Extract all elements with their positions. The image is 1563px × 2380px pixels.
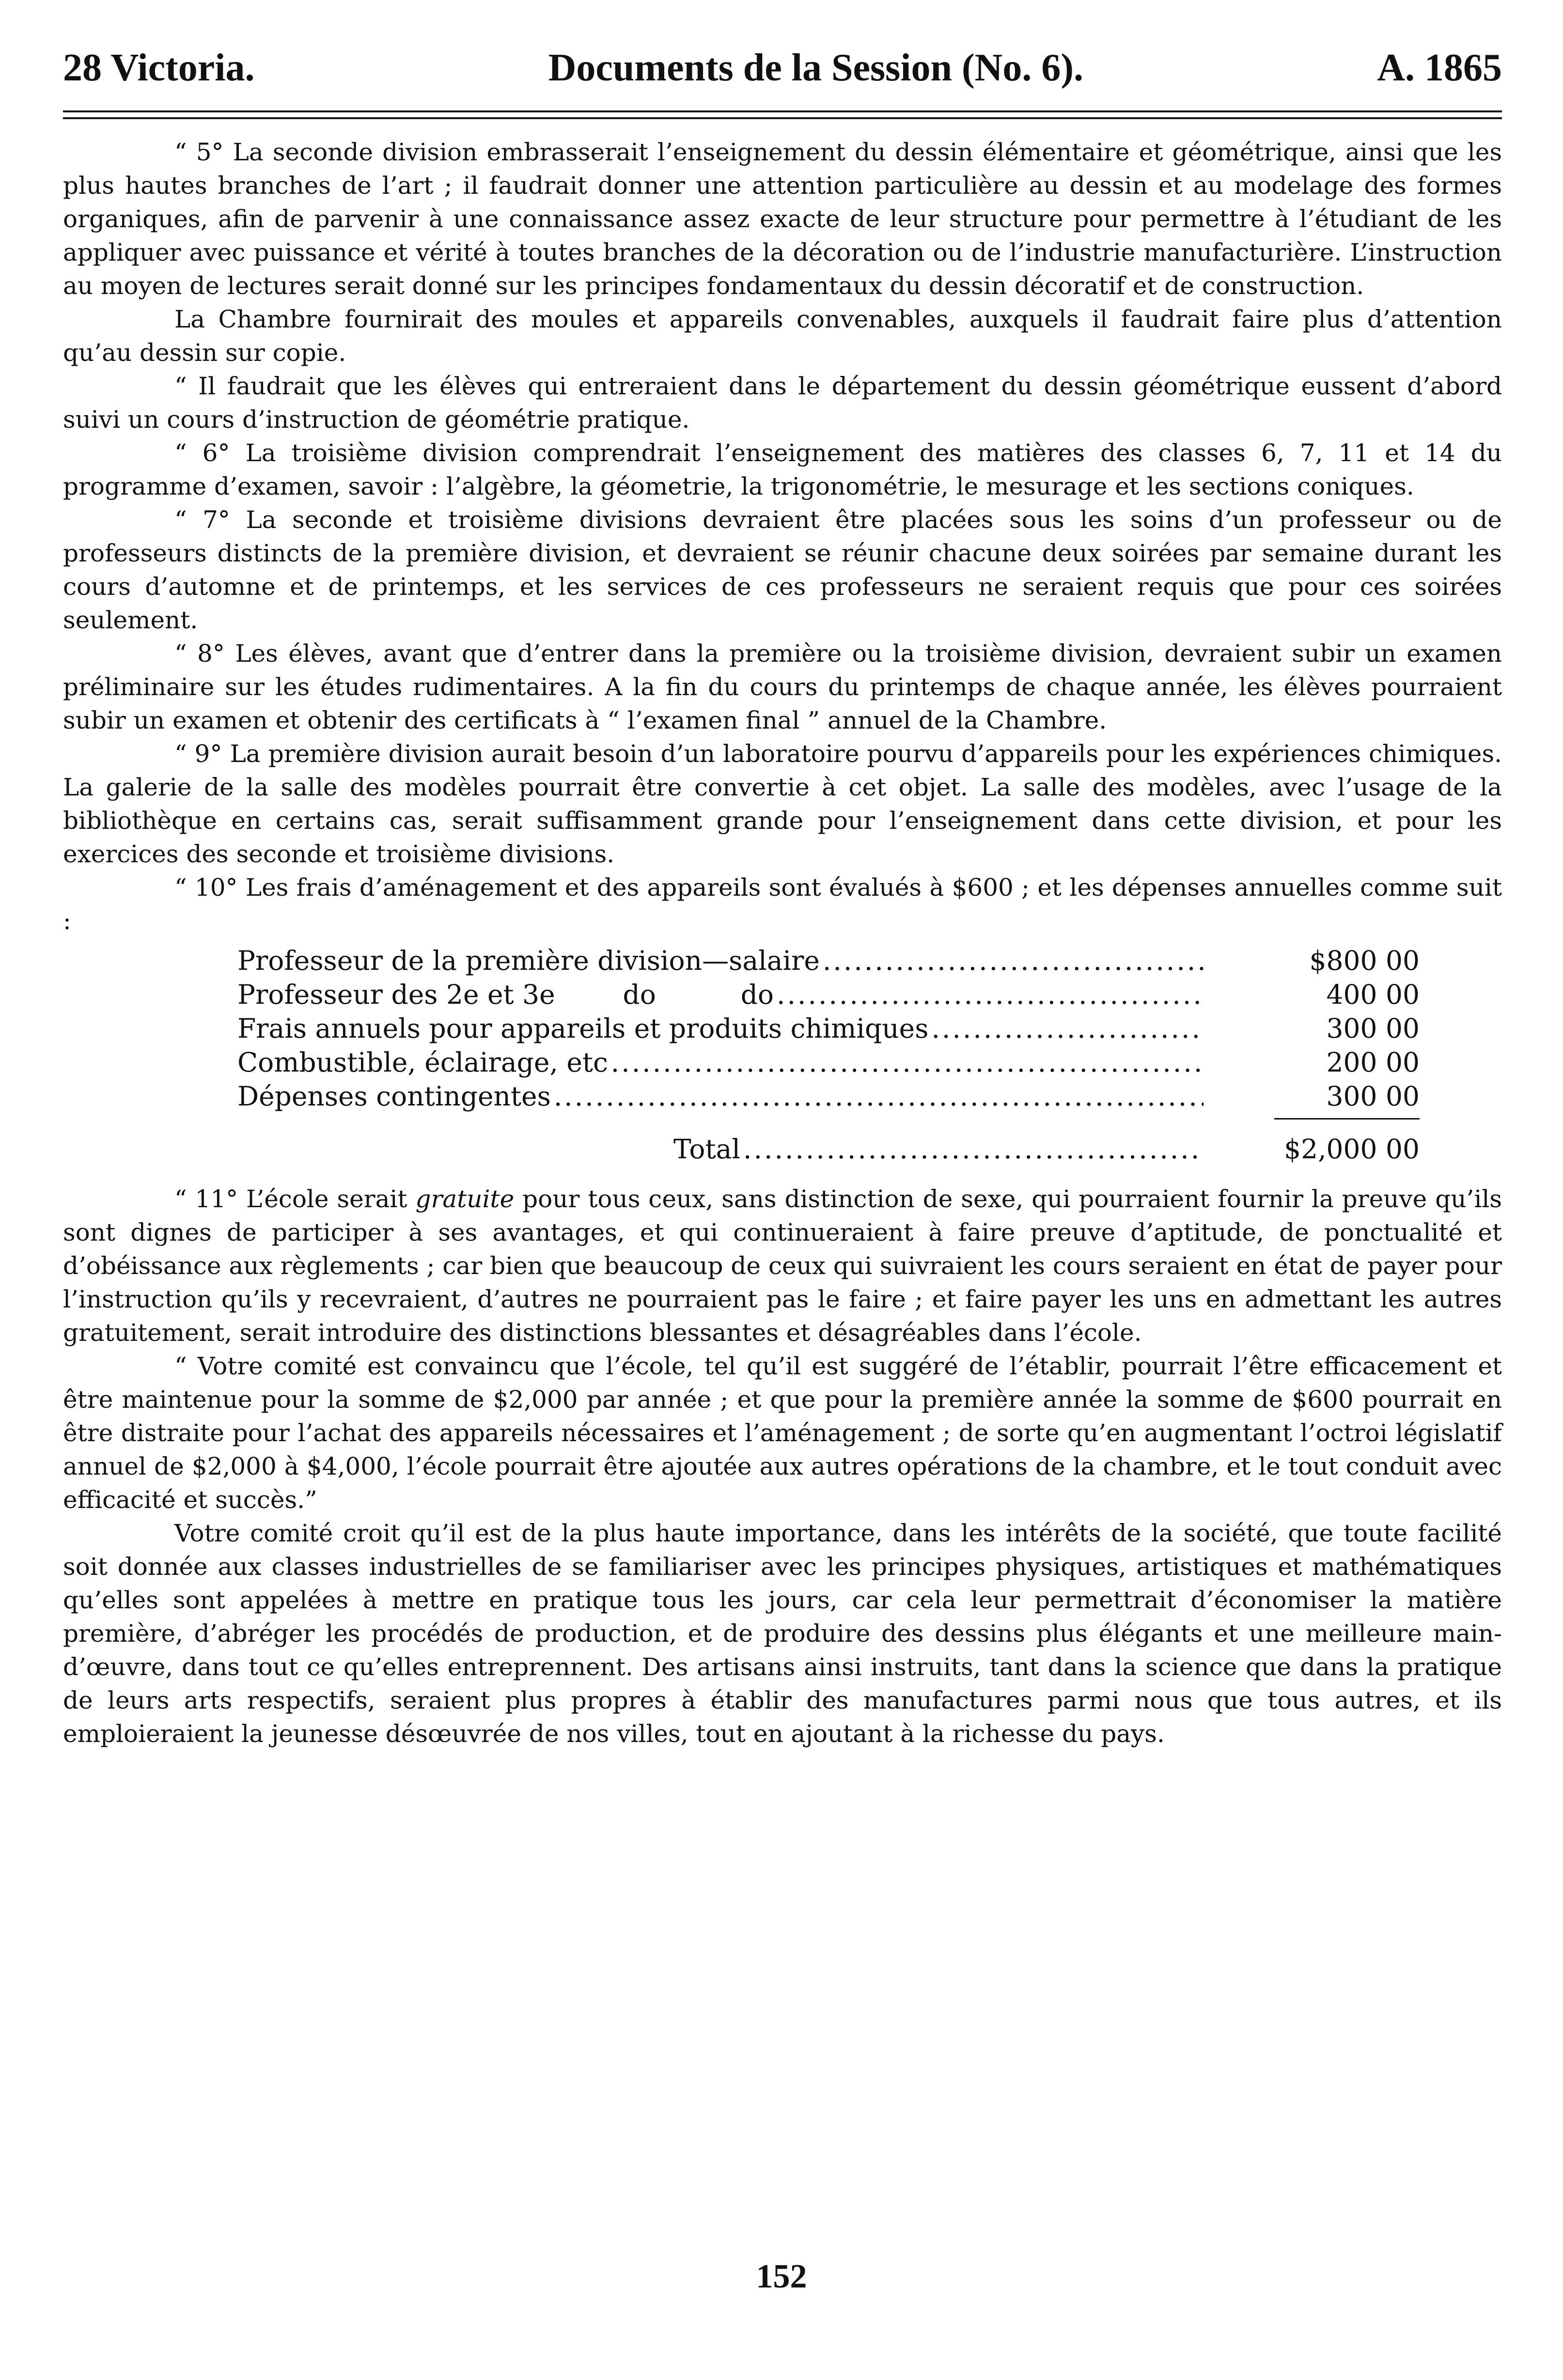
cost-amount: $800 00	[1309, 945, 1420, 976]
header-volume: 28 Victoria.	[63, 47, 255, 89]
cost-total-row	[237, 1132, 1420, 1166]
cost-amount: 300 00	[1326, 1081, 1420, 1112]
cost-row	[237, 1045, 1420, 1079]
paragraph-11-end: pour tous ceux, sans distinction de sexe, qui pourraient fournir la preuve qu’ils sont dignes de participer à ses avantages, et qui continueraient à faire preuve d’aptitude, de ponctualité et d’obéissance aux règlements ; car bien que beaucoup de ceux qui suivraient les cours seraient en état de payer pour l’instruction qu’ils y recevraient, d’autres ne pourraient pas le faire ; et faire payer les uns en admettant les autres gratuitement, serait introduire des distinctions blessantes et désagréables dans l’école.	[63, 1185, 1502, 1347]
leader-dots	[743, 1132, 1204, 1166]
cost-label: Frais annuels pour appareils et produits chimiques	[237, 1013, 929, 1044]
paragraph-6: “ 6° La troisième division comprendrait l’enseignement des matières des classes 6, 7, 11 et 14 du programme d’examen, savoir : l’algèbre, la géometrie, la trigonométrie, le mesurage et les sections coniques.	[63, 439, 1502, 500]
cost-row	[237, 944, 1420, 978]
leader-dots	[931, 1011, 1204, 1045]
header-title: Documents de la Session (No. 6).	[548, 47, 1084, 89]
cost-row	[237, 1079, 1420, 1113]
leader-dots	[554, 1079, 1204, 1113]
cost-label: Professeur de la première division—salaire	[237, 945, 820, 976]
header-double-rule	[63, 110, 1502, 119]
cost-table	[237, 944, 1420, 1166]
leader-dots	[611, 1045, 1204, 1079]
paragraph-11-emphasis: gratuite	[415, 1185, 515, 1213]
paragraph-10: “ 10° Les frais d’aménagement et des appareils sont évalués à $600 ; et les dépenses annuelles comme suit :	[63, 873, 1502, 935]
body-text	[63, 136, 1502, 1751]
cost-label: Combustible, éclairage, etc	[237, 1047, 608, 1078]
paragraph-7: “ 7° La seconde et troisième divisions devraient être placées sous les soins d’un professeur ou de professeurs distincts de la première division, et devraient se réunir chacune deux soirées par semaine durant les cours d’automne et de printemps, et les services de ces professeurs ne seraient requis que pour ces soirées seulement.	[63, 506, 1502, 634]
paragraph-conclusion: Votre comité croit qu’il est de la plus haute importance, dans les intérêts de la société, que toute facilité soit donnée aux classes industrielles de se familiariser avec les principes physiques, artistiques et mathématiques qu’elles sont appelées à mettre en pratique tous les jours, car cela leur permettrait d’économiser la matière première, d’abréger les procédés de production, et de produire des dessins plus élégants et une meilleure main-d’œuvre, dans tout ce qu’elles entreprennent. Des artisans ainsi instruits, tant dans la science que dans la pratique de leurs arts respectifs, seraient plus propres à établir des manufactures parmi nous que tous autres, et ils emploieraient la jeunesse désœuvrée de nos villes, tout en ajoutant à la richesse du pays.	[63, 1519, 1502, 1748]
total-label: Total	[673, 1134, 741, 1165]
cost-amount: 400 00	[1326, 979, 1420, 1010]
cost-row	[237, 1011, 1420, 1045]
leader-dots	[823, 944, 1204, 978]
running-header	[63, 48, 1502, 87]
paragraph-moules: La Chambre fournirait des moules et appareils convenables, auxquels il faudrait faire plus d’attention qu’au dessin sur copie.	[63, 305, 1502, 367]
header-year: A. 1865	[1377, 47, 1502, 89]
cost-label: Dépenses contingentes	[237, 1081, 551, 1112]
paragraph-8: “ 8° Les élèves, avant que d’entrer dans la première ou la troisième division, devraient subir un examen préliminaire sur les études rudimentaires. A la fin du cours du printemps de chaque année, les élèves pourraient subir un examen et obtenir des certificats à “ l’examen final ” annuel de la Chambre.	[63, 639, 1502, 734]
paragraph-11	[63, 1182, 1502, 1350]
paragraph-9: “ 9° La première division aurait besoin d’un laboratoire pourvu d’appareils pour les expériences chimiques. La galerie de la salle des modèles pourrait être convertie à cet objet. La salle des modèles, avec l’usage de la bibliothèque en certains cas, serait suffisamment grande pour l’enseignement dans cette division, et pour les exercices des seconde et troisième divisions.	[63, 740, 1502, 868]
paragraph-5: “ 5° La seconde division embrasserait l’enseignement du dessin élémentaire et géométrique, ainsi que les plus hautes branches de l’art ; il faudrait donner une attention particulière au dessin et au modelage des formes organiques, afin de parvenir à une connaissance assez exacte de leur structure pour permettre à l’étudiant de les appliquer avec puissance et vérité à toutes branches de la décoration ou de l’industrie manufacturière. L’instruction au moyen de lectures serait donné sur les principes fondamentaux du dessin décoratif et de construction.	[63, 138, 1502, 300]
total-amount: $2,000 00	[1284, 1134, 1420, 1165]
paragraph-11-start: “ 11° L’école serait	[174, 1185, 416, 1213]
cost-amount: 300 00	[1326, 1013, 1420, 1044]
paragraph-geometrie: “ Il faudrait que les élèves qui entreraient dans le département du dessin géométrique eussent d’abord suivi un cours d’instruction de géométrie pratique.	[63, 372, 1502, 434]
paragraph-comite: “ Votre comité est convaincu que l’école, tel qu’il est suggéré de l’établir, pourrait l’être efficacement et être maintenue pour la somme de $2,000 par année ; et que pour la première année la somme de $600 pourrait en être distraite pour l’achat des appareils nécessaires et l’aménagement ; de sorte qu’en augmentant l’octroi législatif annuel de $2,000 à $4,000, l’école pourrait être ajoutée aux autres opérations de la chambre, et le tout conduit avec efficacité et succès.”	[63, 1352, 1502, 1514]
page-number: 152	[756, 2258, 807, 2295]
leader-dots	[777, 978, 1204, 1011]
cost-amount: 200 00	[1326, 1047, 1420, 1078]
cost-row	[237, 978, 1420, 1011]
sum-rule	[1274, 1118, 1420, 1120]
cost-label: Professeur des 2e et 3e do do	[237, 979, 774, 1010]
